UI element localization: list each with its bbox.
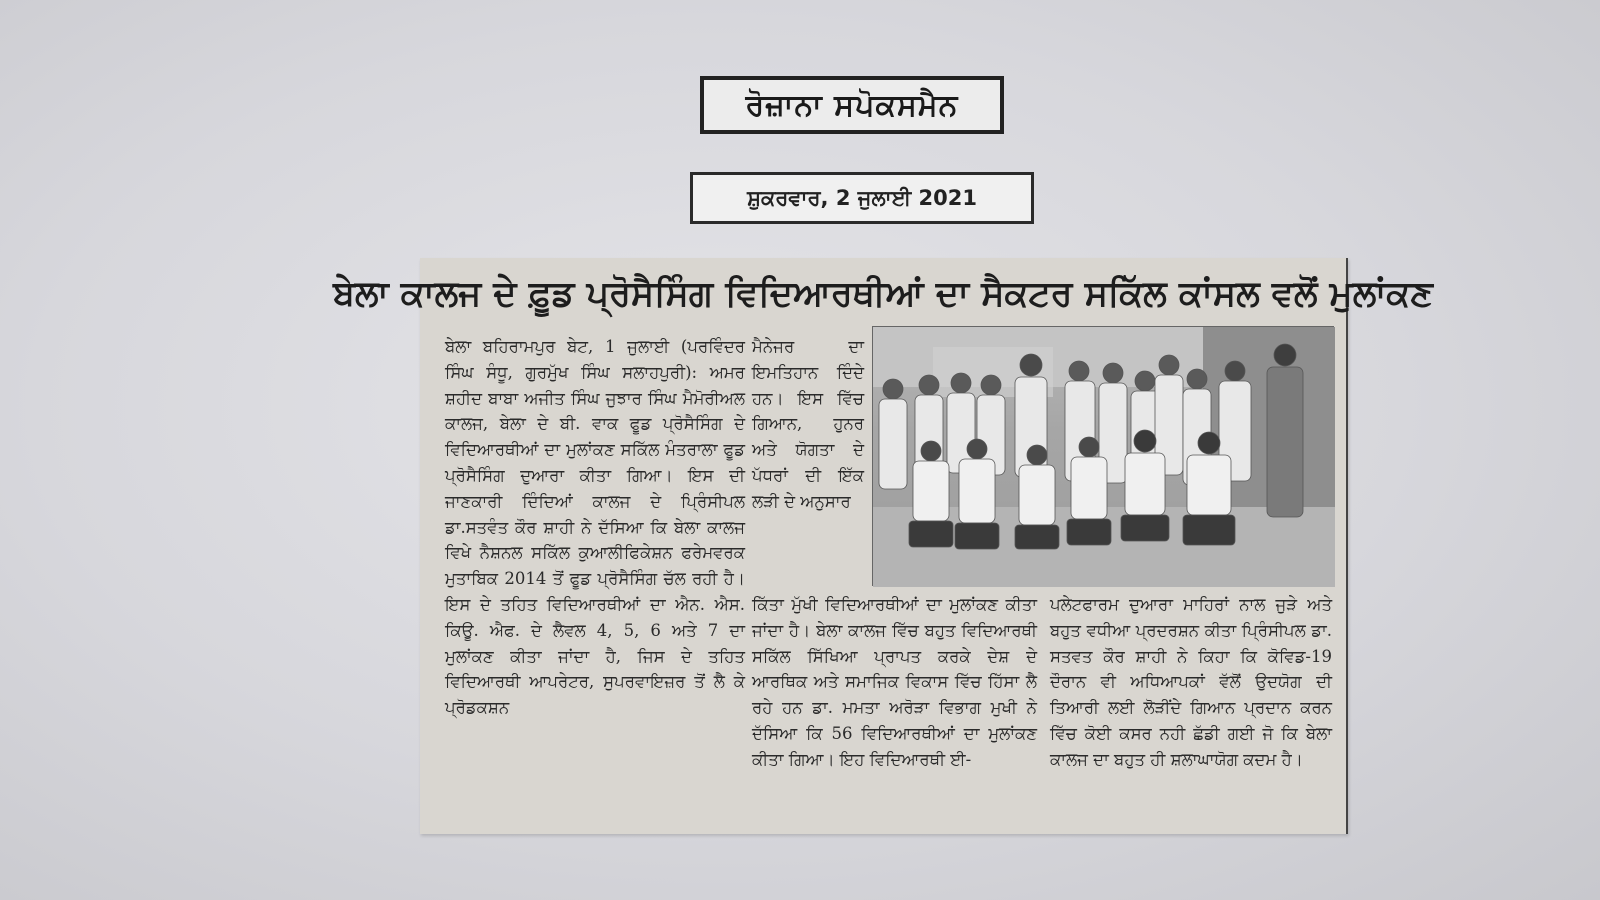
group-photo [872,326,1334,586]
newspaper-masthead [700,76,1004,134]
article-column-3: ਪਲੇਟਫਾਰਮ ਦੁਆਰਾ ਮਾਹਿਰਾਂ ਨਾਲ ਜੁੜੇ ਅਤੇ ਬਹੁਤ ਵਧੀਆ ਪ੍ਰਦਰਸ਼ਨ ਕੀਤਾ ਪ੍ਰਿੰਸੀਪਲ ਡਾ. ਸਤਵਤ ਕੌਰ ਸ਼ਾਹੀ ਨੇ ਕਿਹਾ ਕਿ ਕੋਵਿਡ-19 ਦੌਰਾਨ ਵੀ ਅਧਿਆਪਕਾਂ ਵੱਲੋਂ ਉਦਯੋਗ ਦੀ ਤਿਆਰੀ ਲਈ ਲੋੜੀਂਦੇ ਗਿਆਨ ਪ੍ਰਦਾਨ ਕਰਨ ਵਿੱਚ ਕੋਈ ਕਸਰ ਨਹੀ ਛੱਡੀ ਗਈ ਜੋ ਕਿ ਬੇਲਾ ਕਾਲਜ ਦਾ ਬਹੁਤ ਹੀ ਸ਼ਲਾਘਾਯੋਗ ਕਦਮ ਹੈ। [1050,595,1332,769]
article-clipping [333,258,1433,834]
article-column-2-bottom: ਕਿੱਤਾ ਮੁੱਖੀ ਵਿਦਿਆਰਥੀਆਂ ਦਾ ਮੁਲਾਂਕਣ ਕੀਤਾ ਜਾਂਦਾ ਹੈ। ਬੇਲਾ ਕਾਲਜ ਵਿੱਚ ਬਹੁਤ ਵਿਦਿਆਰਥੀ ਸਕਿੱਲ ਸਿੱਖਿਆ ਪ੍ਰਾਪਤ ਕਰਕੇ ਦੇਸ਼ ਦੇ ਆਰਥਿਕ ਅਤੇ ਸਮਾਜਿਕ ਵਿਕਾਸ ਵਿੱਚ ਹਿੱਸਾ ਲੈ ਰਹੇ ਹਨ ਡਾ. ਮਮਤਾ ਅਰੋੜਾ ਵਿਭਾਗ ਮੁਖੀ ਨੇ ਦੱਸਿਆ ਕਿ 56 ਵਿਦਿਆਰਥੀਆਂ ਦਾ ਮੁਲਾਂਕਣ ਕੀਤਾ ਗਿਆ। ਇਹ ਵਿਦਿਆਰਥੀ ਈ- [752,595,1037,769]
article-column-1: ਬੇਲਾ ਬਹਿਰਾਮਪੁਰ ਬੇਟ, 1 ਜੁਲਾਈ (ਪਰਵਿੰਦਰ ਸਿੰਘ ਸੰਧੂ, ਗੁਰਮੁੱਖ ਸਿੰਘ ਸਲਾਹਪੁਰੀ): ਅਮਰ ਸ਼ਹੀਦ ਬਾਬਾ ਅਜੀਤ ਸਿੰਘ ਜੁਝਾਰ ਸਿੰਘ ਮੈਮੋਰੀਅਲ ਕਾਲਜ, ਬੇਲਾ ਦੇ ਬੀ. ਵਾਕ ਫੂਡ ਪ੍ਰੋਸੈਸਿੰਗ ਦੇ ਵਿਦਿਆਰਥੀਆਂ ਦਾ ਮੁਲਾਂਕਣ ਸਕਿੱਲ ਮੰਤਰਾਲਾ ਫੂਡ ਪ੍ਰੋਸੈਸਿੰਗ ਦੁਆਰਾ ਕੀਤਾ ਗਿਆ। ਇਸ ਦੀ ਜਾਣਕਾਰੀ ਦਿੰਦਿਆਂ ਕਾਲਜ ਦੇ ਪ੍ਰਿੰਸੀਪਲ ਡਾ.ਸਤਵੰਤ ਕੌਰ ਸ਼ਾਹੀ ਨੇ ਦੱਸਿਆ ਕਿ ਬੇਲਾ ਕਾਲਜ ਵਿਖੇ ਨੈਸ਼ਨਲ ਸਕਿੱਲ ਕੁਆਲੀਫਿਕੇਸ਼ਨ ਫਰੇਮਵਰਕ ਮੁਤਾਬਿਕ 2014 ਤੋਂ ਫੂਡ ਪ੍ਰੋਸੈਸਿੰਗ ਚੱਲ ਰਹੀ ਹੈ। ਇਸ ਦੇ ਤਹਿਤ ਵਿਦਿਆਰਥੀਆਂ ਦਾ ਐਨ. ਐਸ. ਕਿਊ. ਐਫ. ਦੇ ਲੈਵਲ 4, 5, 6 ਅਤੇ 7 ਦਾ ਮੁਲਾਂਕਣ ਕੀਤਾ ਜਾਂਦਾ ਹੈ, ਜਿਸ ਦੇ ਤਹਿਤ ਵਿਦਿਆਰਥੀ ਆਪਰੇਟਰ, ਸੁਪਰਵਾਇਜ਼ਰ ਤੋਂ ਲੈ ਕੇ ਪ੍ਰੋਡਕਸ਼ਨ [445,337,745,718]
dateline-box [690,172,1034,224]
article-column-2-top: ਮੈਨੇਜਰ ਦਾ ਇਮਤਿਹਾਨ ਦਿੰਦੇ ਹਨ। ਇਸ ਵਿੱਚ ਗਿਆਨ, ਹੁਨਰ ਅਤੇ ਯੋਗਤਾ ਦੇ ਪੱਧਰਾਂ ਦੀ ਇੱਕ ਲੜੀ ਦੇ ਅਨੁਸਾਰ [752,337,864,511]
article-headline: ਬੇਲਾ ਕਾਲਜ ਦੇ ਫ਼ੂਡ ਪ੍ਰੋਸੈਸਿੰਗ ਵਿਦਿਆਰਥੀਆਂ ਦਾ ਸੈਕਟਰ ਸਕਿੱਲ ਕਾਂਸਲ ਵਲੋਂ ਮੁਲਾਂਕਣ [333,274,1433,314]
publication-date: ਸ਼ੁਕਰਵਾਰ, 2 ਜੁਲਾਈ 2021 [747,185,977,210]
masthead-title: ਰੋਜ਼ਾਨਾ ਸਪੋਕਸਮੈਨ [745,87,959,123]
group-photo-illustration [873,327,1335,587]
